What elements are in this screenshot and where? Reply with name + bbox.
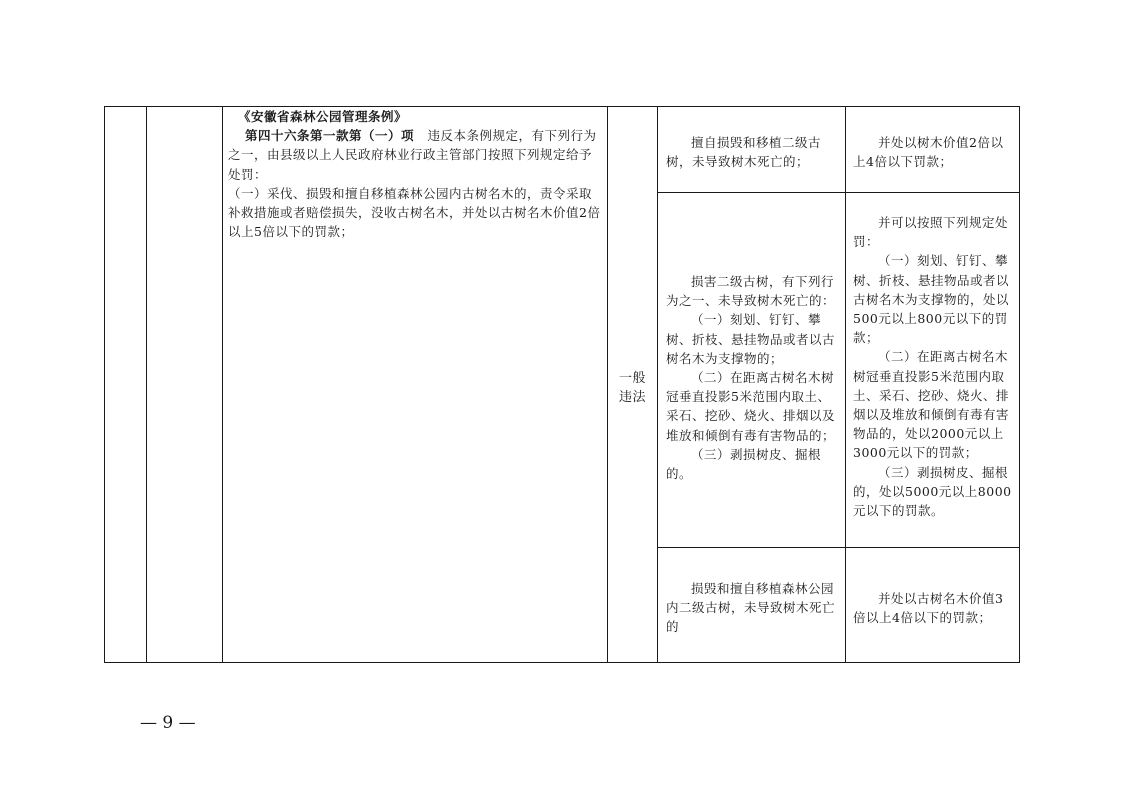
regulation-cell	[228, 107, 603, 241]
circumstance-row-3	[666, 579, 839, 637]
column-divider	[845, 106, 846, 663]
circumstance-text: （二）在距离古树名木树冠垂直投影5米范围内取土、采石、挖砂、烧火、排烟以及堆放和倾倒有毒有害物品的；	[666, 370, 836, 443]
circumstance-row-1	[666, 133, 839, 171]
row-divider	[657, 192, 1020, 193]
penalty-text: （三）剥损树皮、掘根的，处以5000元以上8000元以下的罚款。	[853, 464, 1012, 519]
column-divider	[146, 106, 147, 663]
table-border-left	[104, 106, 105, 663]
penalty-text: （一）刻划、钉钉、攀树、折枝、悬挂物品或者以古树名木为支撑物的，处以500元以上800元以下的罚款；	[853, 253, 1010, 346]
table-border-bottom	[104, 662, 1020, 663]
regulation-item-one: （一）采伐、损毁和擅自移植森林公园内古树名木的，责令采取补救措施或者赔偿损失，没收古树名木，并处以古树名木价值2倍以上5倍以下的罚款；	[228, 185, 601, 240]
penalty-text: 并处以树木价值2倍以上4倍以下罚款；	[853, 135, 1004, 170]
penalty-row-3	[853, 589, 1013, 627]
circumstance-text: 擅自损毁和移植二级古树，未导致树木死亡的；	[666, 135, 822, 170]
circumstance-row-2	[666, 272, 839, 483]
column-divider	[657, 106, 658, 663]
row-divider	[657, 547, 1020, 548]
table-border-right	[1019, 106, 1020, 663]
penalty-row-1	[853, 133, 1013, 171]
article-text: 违反本条例规定，有下列行为之一，由县级以上人民政府林业行政主管部门按照下列规定给予处罚：	[228, 128, 597, 182]
column-divider	[607, 106, 608, 663]
circumstance-text: （三）剥损树皮、掘根的。	[666, 446, 822, 482]
penalty-text: 并处以古树名木价值3倍以上4倍以下的罚款；	[853, 591, 1004, 626]
regulation-article	[228, 126, 603, 184]
circumstance-text: 损害二级古树，有下列行为之一、未导致树木死亡的：	[666, 274, 836, 309]
circumstance-text: 损毁和擅自移植森林公园内二级古树，未导致树木死亡的	[666, 581, 836, 635]
penalty-row-2	[853, 213, 1013, 520]
column-divider	[222, 106, 223, 663]
penalty-text: 并可以按照下列规定处罚：	[853, 215, 1009, 250]
circumstance-text: （一）刻划、钉钉、攀树、折枝、悬挂物品或者以古树名木为支撑物的；	[666, 312, 836, 366]
article-label: 第四十六条第一款第（一）项	[245, 128, 415, 144]
penalty-text: （二）在距离古树名木树冠垂直投影5米范围内取土、采石、挖砂、烧火、排烟以及堆放和倾倒有毒有害物品的，处以2000元以上3000元以下的罚款；	[853, 349, 1010, 461]
regulation-title: 《安徽省森林公园管理条例》	[238, 109, 408, 124]
violation-level: 一般违法	[619, 371, 647, 405]
page-number: — 9 —	[140, 713, 196, 733]
